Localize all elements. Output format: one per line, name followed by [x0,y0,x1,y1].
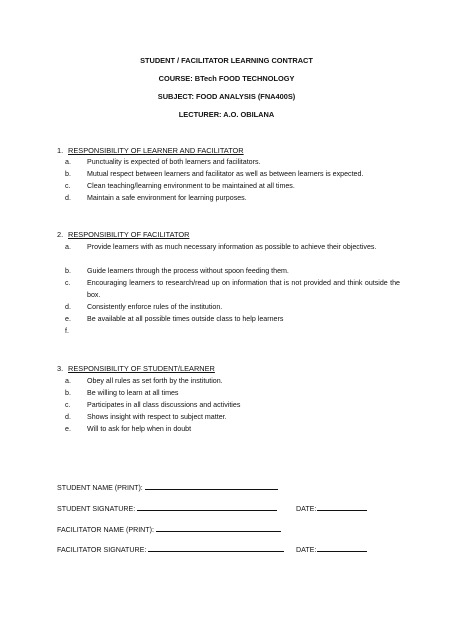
facilitator-name-row [57,524,281,534]
section-number: 3. [57,364,64,373]
section-title: RESPONSIBILITY OF LEARNER AND FACILITATOR [68,146,244,155]
student-signature-label: STUDENT SIGNATURE: [57,505,136,513]
subject-line: SUBJECT: FOOD ANALYSIS (FNA400S) [157,92,296,101]
item-text: Shows insight with respect to subject matter. [87,413,227,421]
student-name-row [57,482,278,492]
item-marker: b. [65,267,71,275]
facilitator-signature-row [57,544,284,554]
lecturer-line: LECTURER: A.O. OBILANA [178,110,275,119]
date-label: DATE: [296,546,317,554]
item-text: Will to ask for help when in doubt [87,425,192,433]
item-text: Clean teaching/learning environment to be maintained at all times. [87,182,295,190]
item-marker: d. [65,413,71,421]
item-marker: c. [65,401,71,409]
section-title: RESPONSIBILITY OF FACILITATOR [68,230,190,239]
section-1-heading [57,146,244,155]
section-number: 2. [57,230,64,239]
course-line: COURSE: BTech FOOD TECHNOLOGY [158,74,295,83]
item-marker: a. [65,377,71,385]
item-text: Maintain a safe environment for learning purposes. [87,194,247,202]
item-marker: d. [65,194,71,202]
section-3-heading [57,364,215,373]
item-marker: a. [65,158,71,166]
facilitator-date-row [296,544,367,554]
item-marker: a. [65,243,71,251]
item-marker: c. [65,182,71,190]
item-text: Be willing to learn at all times [87,389,179,397]
item-marker: d. [65,303,71,311]
item-text: Punctuality is expected of both learners and facilitators. [87,158,261,166]
contract-title: STUDENT / FACILITATOR LEARNING CONTRACT [140,56,313,65]
item-marker: f. [65,327,69,335]
item-marker: e. [65,425,71,433]
facilitator-date-field[interactable] [317,544,367,552]
item-marker: c. [65,279,71,287]
section-title: RESPONSIBILITY OF STUDENT/LEARNER [68,364,215,373]
student-name-field[interactable] [145,482,278,490]
item-text: Provide learners with as much necessary information as possible to achieve their objectives. [87,243,377,251]
student-name-label: STUDENT NAME (PRINT): [57,484,143,492]
section-number: 1. [57,146,64,155]
student-signature-field[interactable] [137,503,277,511]
item-text: Participates in all class discussions and activities [87,401,241,409]
student-date-field[interactable] [317,503,367,511]
item-text: Be available at all possible times outside class to help learners [87,315,284,323]
date-label: DATE: [296,505,317,513]
student-date-row [296,503,367,513]
item-marker: b. [65,170,71,178]
student-signature-row [57,503,277,513]
facilitator-name-field[interactable] [156,524,281,532]
facilitator-name-label: FACILITATOR NAME (PRINT): [57,526,154,534]
item-text: Obey all rules as set forth by the institution. [87,377,223,385]
item-text: Consistently enforce rules of the institution. [87,303,223,311]
item-marker: e. [65,315,71,323]
item-text: Mutual respect between learners and facilitator as well as between learners is expected. [87,170,364,178]
item-marker: b. [65,389,71,397]
section-2-heading [57,230,189,239]
facilitator-signature-label: FACILITATOR SIGNATURE: [57,546,147,554]
facilitator-signature-field[interactable] [148,544,284,552]
item-text: Encouraging learners to research/read up on information that is not provided and think outside the box. [87,279,400,299]
item-text: Guide learners through the process without spoon feeding them. [87,267,289,275]
